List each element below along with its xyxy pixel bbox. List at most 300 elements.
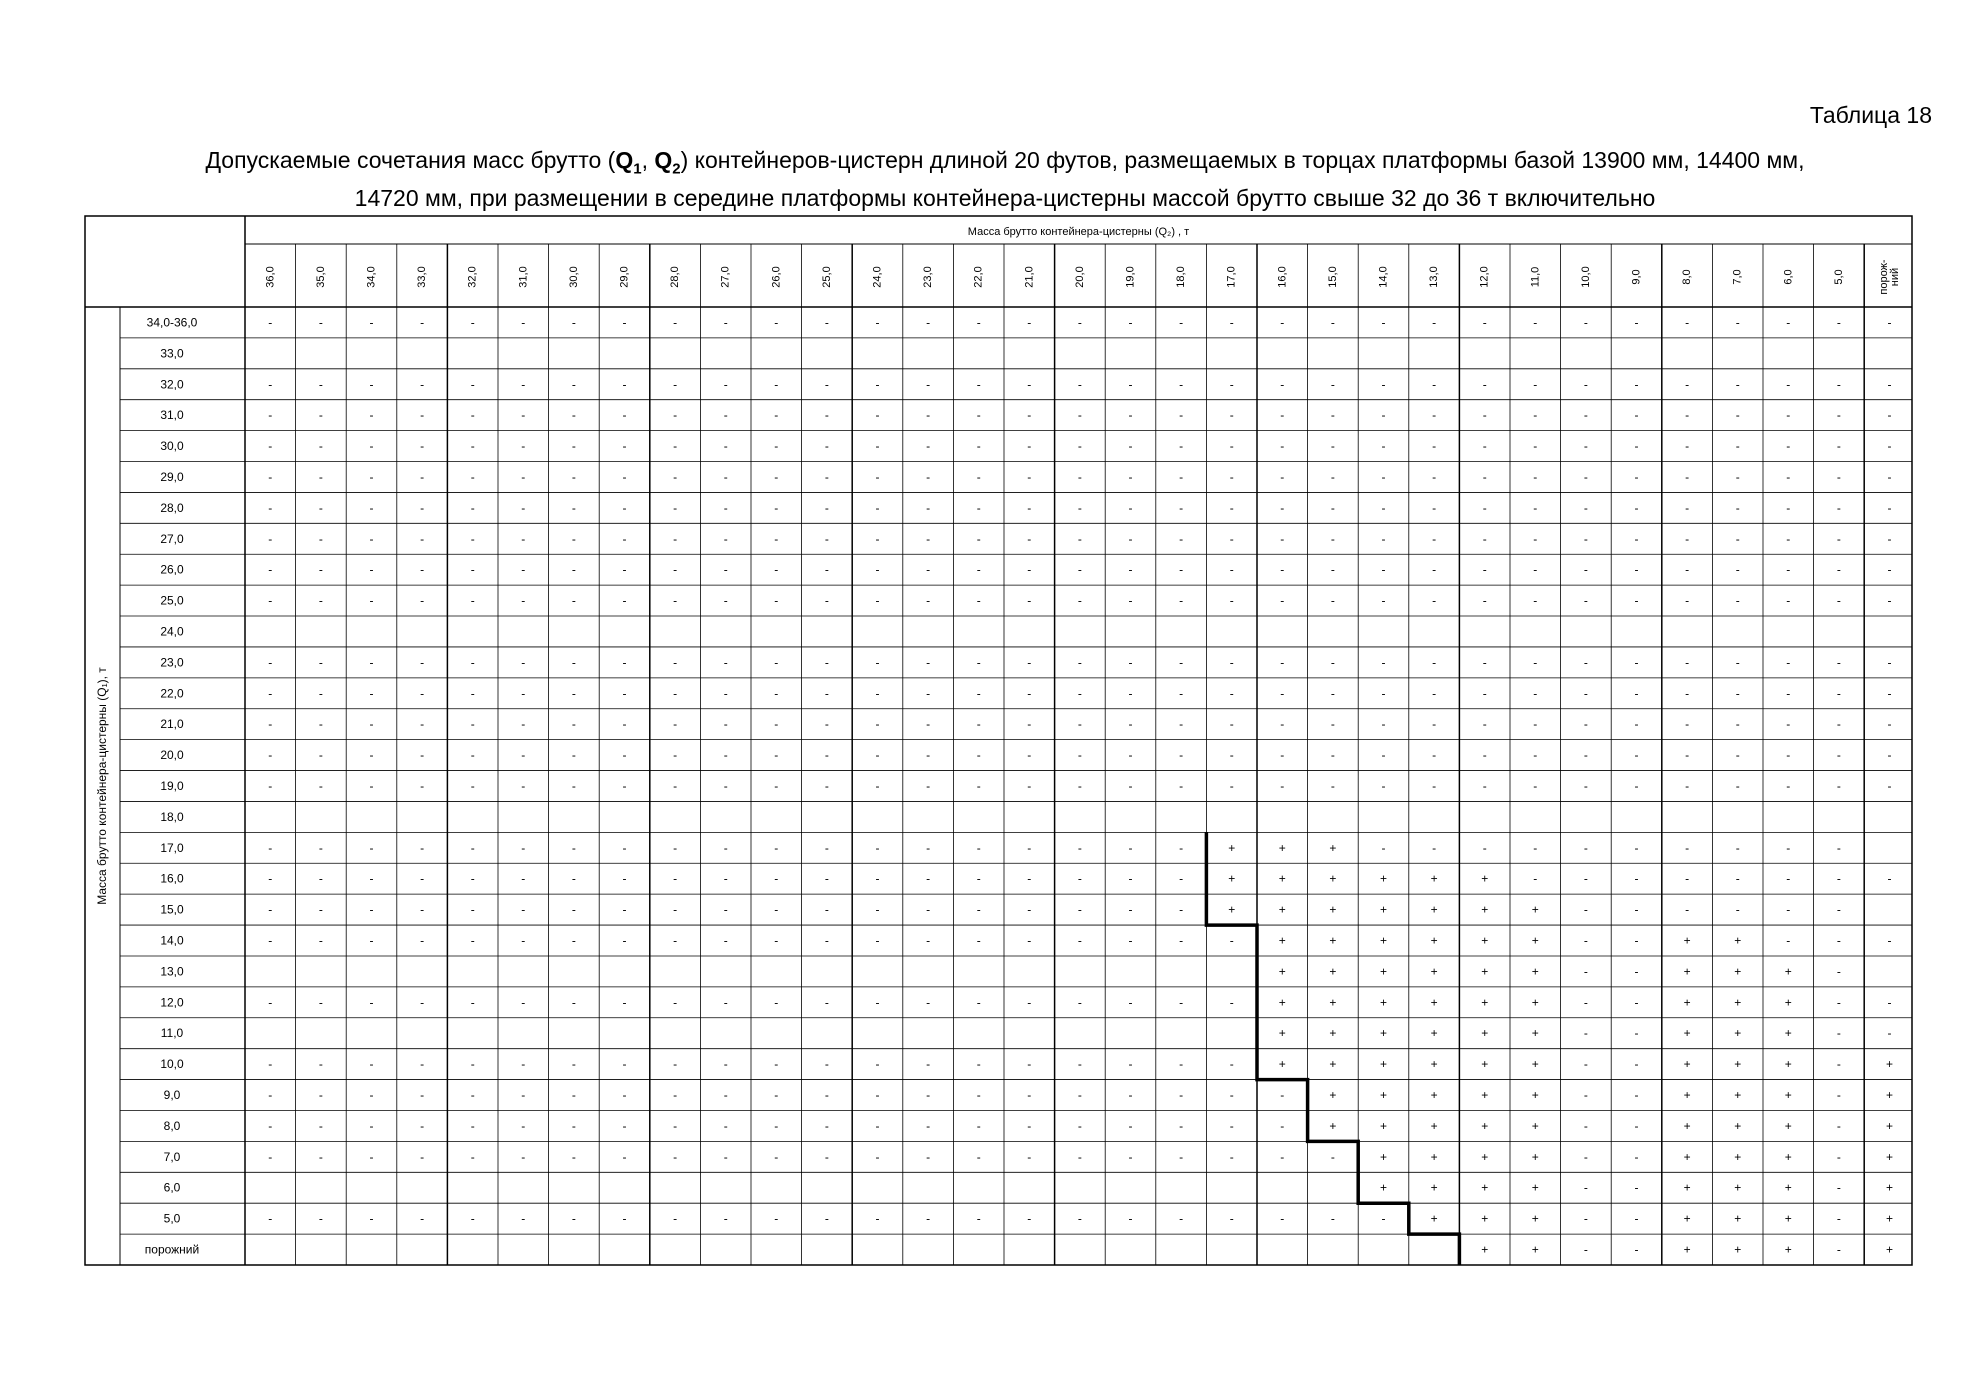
table-cell-mark: + <box>1481 1057 1489 1072</box>
table-cell-mark: - <box>774 933 779 948</box>
table-cell-mark: - <box>774 717 779 732</box>
table-cell-mark: - <box>470 933 475 948</box>
table-cell-mark: - <box>1128 593 1133 608</box>
table-cell-mark: - <box>1280 717 1285 732</box>
table-cell-mark: - <box>1027 840 1032 855</box>
table-cell-mark: - <box>420 748 425 763</box>
table-cell-mark: - <box>1583 686 1588 701</box>
table-cell-mark: + <box>1379 964 1388 979</box>
table-cell-mark: - <box>1482 840 1487 855</box>
table-cell-mark: - <box>521 315 526 330</box>
table-cell-mark: + <box>1278 902 1286 917</box>
table-cell-mark: + <box>1531 1149 1539 1164</box>
table-cell-mark: - <box>824 748 829 763</box>
table-cell-mark: - <box>723 500 728 515</box>
table-cell-mark: - <box>926 469 931 484</box>
table-cell-mark: - <box>976 1118 981 1133</box>
table-cell-mark: - <box>268 408 273 423</box>
table-cell-mark: + <box>1329 840 1337 855</box>
table-cell-mark: - <box>1077 315 1082 330</box>
table-cell-mark: - <box>1583 840 1588 855</box>
table-cell-mark: - <box>521 469 526 484</box>
table-cell-mark: - <box>1432 377 1437 392</box>
table-cell-mark: - <box>723 655 728 670</box>
table-cell-mark: - <box>723 377 728 392</box>
table-cell-mark: - <box>1330 593 1335 608</box>
table-cell-mark: - <box>1077 840 1082 855</box>
table-cell-mark: - <box>420 408 425 423</box>
table-cell-mark: + <box>1784 1149 1792 1164</box>
table-cell-mark: - <box>1330 655 1335 670</box>
column-header-label: ний <box>1889 267 1901 287</box>
table-cell-mark: - <box>1432 439 1437 454</box>
table-cell-mark: - <box>1685 469 1690 484</box>
table-cell-mark: + <box>1430 1149 1438 1164</box>
table-cell-mark: - <box>1432 469 1437 484</box>
table-cell-mark: - <box>774 408 779 423</box>
caption-part2: ) контейнеров-цистерн длиной 20 футов, размещаемых в торцах платформы базой 13900 мм, 14400 мм, <box>680 147 1805 173</box>
table-cell-mark: - <box>1786 748 1791 763</box>
table-cell-mark: + <box>1784 1211 1792 1226</box>
table-cell-mark: - <box>420 1057 425 1072</box>
table-cell-mark: - <box>1482 408 1487 423</box>
table-cell-mark: - <box>622 1088 627 1103</box>
table-cell-mark: - <box>1583 377 1588 392</box>
table-cell-mark: - <box>824 1088 829 1103</box>
table-cell-mark: - <box>824 995 829 1010</box>
table-cell-mark: - <box>420 686 425 701</box>
table-cell-mark: - <box>1381 779 1386 793</box>
table-cell-mark: - <box>369 531 374 546</box>
table-cell-mark: - <box>470 500 475 515</box>
row-label: 19,0 <box>160 779 184 793</box>
table-cell-mark: - <box>1077 902 1082 917</box>
table-cell-mark: + <box>1481 1149 1489 1164</box>
table-cell-mark: - <box>318 902 323 917</box>
table-cell-mark: - <box>1685 655 1690 670</box>
table-cell-mark: - <box>926 593 931 608</box>
table-cell-mark: - <box>1027 593 1032 608</box>
table-cell-mark: - <box>1128 531 1133 546</box>
table-cell-mark: - <box>1887 779 1892 793</box>
table-cell-mark: - <box>1128 686 1133 701</box>
table-cell-mark: - <box>470 562 475 577</box>
table-cell-mark: - <box>1533 655 1538 670</box>
table-cell-mark: - <box>1836 686 1841 701</box>
table-cell-mark: - <box>1381 593 1386 608</box>
table-cell-mark: - <box>1280 1088 1285 1103</box>
table-cell-mark: - <box>875 995 880 1010</box>
table-cell-mark: - <box>824 1057 829 1072</box>
table-cell-mark: - <box>571 902 576 917</box>
table-cell-mark: - <box>571 1149 576 1164</box>
table-cell-mark: - <box>673 717 678 732</box>
table-cell-mark: - <box>1077 500 1082 515</box>
row-label: 15,0 <box>160 902 184 917</box>
table-cell-mark: - <box>521 1118 526 1133</box>
table-cell-mark: - <box>470 531 475 546</box>
table-cell-mark: - <box>926 408 931 423</box>
table-cell-mark: - <box>1128 1057 1133 1072</box>
table-cell-mark: + <box>1885 1180 1894 1195</box>
table-cell-mark: + <box>1481 933 1489 948</box>
table-cell-mark: + <box>1430 995 1438 1010</box>
table-cell-mark: - <box>1077 933 1082 948</box>
table-cell-mark: - <box>1685 779 1690 793</box>
table-cell-mark: - <box>1786 469 1791 484</box>
table-cell-mark: - <box>470 779 475 793</box>
table-cell-mark: - <box>723 439 728 454</box>
table-cell-mark: - <box>369 655 374 670</box>
table-cell-mark: - <box>1128 871 1133 886</box>
column-header-label: 25,0 <box>820 266 833 288</box>
table-cell-mark: - <box>1077 655 1082 670</box>
table-cell-mark: - <box>875 377 880 392</box>
table-cell-mark: - <box>1583 408 1588 423</box>
table-cell-mark: + <box>1278 1026 1286 1041</box>
table-cell-mark: - <box>1533 779 1538 793</box>
table-cell-mark: - <box>1330 500 1335 515</box>
table-cell-mark: - <box>571 686 576 701</box>
table-cell-mark: - <box>1533 469 1538 484</box>
table-cell-mark: + <box>1329 964 1337 979</box>
column-header-label: 18,0 <box>1175 266 1188 288</box>
table-cell-mark: - <box>1179 933 1184 948</box>
table-cell-mark: - <box>1887 871 1892 886</box>
table-cell-mark: - <box>268 1057 273 1072</box>
table-cell-mark: - <box>774 871 779 886</box>
table-cell-mark: - <box>1735 902 1740 917</box>
table-cell-mark: - <box>673 500 678 515</box>
table-cell-mark: - <box>1077 377 1082 392</box>
table-cell-mark: - <box>1179 779 1184 793</box>
table-cell-mark: - <box>1533 717 1538 732</box>
table-cell-mark: - <box>1533 748 1538 763</box>
table-cell-mark: - <box>1634 593 1639 608</box>
column-header-label: 36,0 <box>264 266 277 288</box>
table-cell-mark: - <box>1330 748 1335 763</box>
table-cell-mark: + <box>1481 1088 1489 1103</box>
table-cell-mark: - <box>1432 655 1437 670</box>
table-cell-mark: + <box>1481 964 1489 979</box>
column-header-label: 31,0 <box>517 266 530 288</box>
table-cell-mark: - <box>470 748 475 763</box>
table-cell-mark: - <box>976 686 981 701</box>
table-cell-mark: - <box>1735 871 1740 886</box>
table-cell-mark: - <box>774 1118 779 1133</box>
table-cell-mark: - <box>1836 964 1841 979</box>
table-cell-mark: - <box>1533 593 1538 608</box>
table-cell-mark: - <box>318 1149 323 1164</box>
table-cell-mark: - <box>1077 1211 1082 1226</box>
table-cell-mark: - <box>1583 1118 1588 1133</box>
table-cell-mark: - <box>926 562 931 577</box>
table-cell-mark: - <box>1836 779 1841 793</box>
table-cell-mark: - <box>1482 593 1487 608</box>
table-cell-mark: - <box>1128 995 1133 1010</box>
table-cell-mark: - <box>976 1057 981 1072</box>
table-cell-mark: - <box>1077 717 1082 732</box>
table-cell-mark: - <box>420 562 425 577</box>
table-cell-mark: - <box>1077 1149 1082 1164</box>
table-cell-mark: - <box>1836 748 1841 763</box>
table-cell-mark: - <box>1583 779 1588 793</box>
table-cell-mark: - <box>1128 933 1133 948</box>
table-cell-mark: - <box>318 531 323 546</box>
table-cell-mark: - <box>1027 1149 1032 1164</box>
table-cell-mark: + <box>1278 933 1286 948</box>
table-cell-mark: - <box>1027 315 1032 330</box>
table-cell-mark: - <box>318 686 323 701</box>
table-cell-mark: - <box>1583 871 1588 886</box>
table-cell-mark: - <box>521 1057 526 1072</box>
table-cell-mark: - <box>1077 748 1082 763</box>
table-cell-mark: - <box>1432 408 1437 423</box>
table-cell-mark: - <box>1583 593 1588 608</box>
table-cell-mark: - <box>926 1211 931 1226</box>
table-cell-mark: - <box>976 748 981 763</box>
table-cell-mark: - <box>976 995 981 1010</box>
table-cell-mark: - <box>420 377 425 392</box>
table-cell-mark: - <box>673 1211 678 1226</box>
table-cell-mark: - <box>723 871 728 886</box>
table-cell-mark: - <box>1634 439 1639 454</box>
table-cell-mark: + <box>1278 840 1286 855</box>
table-cell-mark: - <box>1533 377 1538 392</box>
table-cell-mark: - <box>1381 531 1386 546</box>
table-cell-mark: - <box>470 995 475 1010</box>
table-cell-mark: - <box>1533 562 1538 577</box>
table-cell-mark: - <box>976 1211 981 1226</box>
table-cell-mark: - <box>521 1088 526 1103</box>
table-cell-mark: - <box>318 1118 323 1133</box>
table-cell-mark: - <box>976 593 981 608</box>
table-cell-mark: + <box>1734 933 1742 948</box>
table-cell-mark: + <box>1734 1211 1742 1226</box>
table-cell-mark: - <box>1786 779 1791 793</box>
table-cell-mark: - <box>1634 686 1639 701</box>
table-cell-mark: - <box>1027 748 1032 763</box>
column-header-label: 20,0 <box>1073 266 1086 288</box>
table-cell-mark: - <box>521 902 526 917</box>
column-header-label: 33,0 <box>416 266 429 288</box>
table-cell-mark: - <box>824 531 829 546</box>
table-cell-mark: - <box>1786 902 1791 917</box>
column-header-label: 35,0 <box>314 266 327 288</box>
table-cell-mark: - <box>1836 469 1841 484</box>
table-cell-mark: - <box>824 655 829 670</box>
table-cell-mark: - <box>1128 902 1133 917</box>
table-cell-mark: - <box>470 469 475 484</box>
table-cell-mark: - <box>420 531 425 546</box>
table-cell-mark: - <box>571 469 576 484</box>
table-cell-mark: - <box>824 593 829 608</box>
table-cell-mark: - <box>723 315 728 330</box>
column-header-label: 19,0 <box>1124 266 1137 288</box>
table-cell-mark: - <box>571 377 576 392</box>
table-cell-mark: - <box>673 655 678 670</box>
table-cell-mark: - <box>571 995 576 1010</box>
table-cell-mark: - <box>875 933 880 948</box>
table-cell-mark: - <box>1786 562 1791 577</box>
table-cell-mark: - <box>268 531 273 546</box>
table-cell-mark: - <box>774 531 779 546</box>
row-label: порожний <box>144 1242 200 1257</box>
table-cell-mark: - <box>1229 779 1234 793</box>
table-cell-mark: - <box>622 1149 627 1164</box>
table-cell-mark: - <box>1634 748 1639 763</box>
table-cell-mark: - <box>521 686 526 701</box>
table-cell-mark: - <box>1128 840 1133 855</box>
table-cell-mark: + <box>1430 964 1438 979</box>
table-cell-mark: - <box>1685 902 1690 917</box>
table-cell-mark: - <box>723 531 728 546</box>
table-cell-mark: - <box>470 1057 475 1072</box>
table-cell-mark: - <box>470 315 475 330</box>
table-cell-mark: - <box>318 377 323 392</box>
table-cell-mark: - <box>1887 995 1892 1010</box>
table-cell-mark: - <box>875 1057 880 1072</box>
table-cell-mark: - <box>723 1211 728 1226</box>
table-cell-mark: - <box>369 995 374 1010</box>
table-cell-mark: - <box>1735 562 1740 577</box>
table-cell-mark: - <box>268 995 273 1010</box>
table-cell-mark: - <box>521 748 526 763</box>
table-cell-mark: - <box>1634 377 1639 392</box>
table-cell-mark: - <box>369 500 374 515</box>
row-label: 13,0 <box>160 964 184 979</box>
table-cell-mark: - <box>1179 1057 1184 1072</box>
table-cell-mark: - <box>1482 779 1487 793</box>
table-cell-mark: + <box>1329 871 1337 886</box>
table-cell-mark: - <box>1887 469 1892 484</box>
table-cell-mark: - <box>1836 593 1841 608</box>
table-cell-mark: - <box>1179 439 1184 454</box>
table-cell-mark: - <box>1229 531 1234 546</box>
table-cell-mark: - <box>1027 686 1032 701</box>
table-cell-mark: - <box>1128 439 1133 454</box>
table-cell-mark: + <box>1531 1211 1539 1226</box>
table-cell-mark: - <box>268 439 273 454</box>
table-cell-mark: - <box>976 500 981 515</box>
table-cell-mark: - <box>521 377 526 392</box>
table-cell-mark: - <box>1432 686 1437 701</box>
table-cell-mark: - <box>420 779 425 793</box>
table-cell-mark: + <box>1379 1088 1388 1103</box>
table-cell-mark: - <box>318 562 323 577</box>
table-cell-mark: - <box>1280 1211 1285 1226</box>
table-cell-mark: - <box>1229 748 1234 763</box>
table-cell-mark: - <box>926 655 931 670</box>
table-cell-mark: - <box>1077 871 1082 886</box>
table-cell-mark: - <box>1128 1088 1133 1103</box>
table-cell-mark: - <box>1179 377 1184 392</box>
table-cell-mark: - <box>875 500 880 515</box>
table-cell-mark: - <box>369 469 374 484</box>
table-cell-mark: - <box>622 439 627 454</box>
table-cell-mark: + <box>1531 1057 1539 1072</box>
table-cell-mark: + <box>1683 1088 1691 1103</box>
table-border <box>85 216 1912 1265</box>
table-cell-mark: - <box>774 995 779 1010</box>
table-cell-mark: - <box>369 1088 374 1103</box>
table-cell-mark: - <box>420 902 425 917</box>
table-cell-mark: - <box>521 593 526 608</box>
table-cell-mark: - <box>824 871 829 886</box>
table-cell-mark: - <box>1685 593 1690 608</box>
table-cell-mark: - <box>824 1211 829 1226</box>
table-cell-mark: - <box>1482 469 1487 484</box>
table-cell-mark: - <box>1077 439 1082 454</box>
table-cell-mark: - <box>673 902 678 917</box>
table-cell-mark: + <box>1329 995 1337 1010</box>
table-cell-mark: - <box>420 1211 425 1226</box>
table-cell-mark: - <box>470 871 475 886</box>
table-cell-mark: - <box>1381 315 1386 330</box>
table-cell-mark: - <box>470 902 475 917</box>
column-header-label: 9,0 <box>1630 269 1643 285</box>
table-cell-mark: - <box>1786 933 1791 948</box>
table-cell-mark: - <box>926 377 931 392</box>
table-cell-mark: - <box>1735 748 1740 763</box>
table-cell-mark: - <box>622 377 627 392</box>
table-cell-mark: + <box>1531 995 1539 1010</box>
table-cell-mark: + <box>1379 1118 1388 1133</box>
table-cell-mark: - <box>622 1211 627 1226</box>
column-header-label: 6,0 <box>1782 269 1795 285</box>
table-cell-mark: - <box>268 779 273 793</box>
table-cell-mark: - <box>318 995 323 1010</box>
table-cell-mark: + <box>1784 1088 1792 1103</box>
table-cell-mark: - <box>1533 408 1538 423</box>
table-cell-mark: - <box>875 315 880 330</box>
table-cell-mark: - <box>673 377 678 392</box>
table-cell-mark: + <box>1329 1088 1337 1103</box>
table-cell-mark: - <box>1634 500 1639 515</box>
table-cell-mark: - <box>1482 562 1487 577</box>
table-cell-mark: - <box>1735 500 1740 515</box>
row-label: 6,0 <box>163 1180 181 1195</box>
table-cell-mark: - <box>1583 964 1588 979</box>
table-cell-mark: + <box>1430 871 1438 886</box>
row-label: 28,0 <box>160 500 184 515</box>
table-cell-mark: + <box>1683 1149 1691 1164</box>
table-cell-mark: + <box>1329 1026 1337 1041</box>
table-cell-mark: - <box>1179 1118 1184 1133</box>
table-cell-mark: - <box>976 840 981 855</box>
table-cell-mark: + <box>1228 902 1236 917</box>
table-cell-mark: - <box>1583 1211 1588 1226</box>
table-cell-mark: - <box>1077 1057 1082 1072</box>
table-cell-mark: - <box>369 686 374 701</box>
table-cell-mark: + <box>1531 1118 1539 1133</box>
table-cell-mark: - <box>420 655 425 670</box>
table-cell-mark: - <box>622 933 627 948</box>
table-cell-mark: - <box>926 439 931 454</box>
table-cell-mark: - <box>1128 377 1133 392</box>
table-cell-mark: - <box>824 1149 829 1164</box>
table-cell-mark: - <box>571 1118 576 1133</box>
table-cell-mark: - <box>723 995 728 1010</box>
table-cell-mark: - <box>1634 1242 1639 1257</box>
table-cell-mark: - <box>1583 717 1588 732</box>
table-cell-mark: - <box>1330 408 1335 423</box>
table-cell-mark: - <box>1027 469 1032 484</box>
table-cell-mark: - <box>1077 562 1082 577</box>
table-cell-mark: - <box>1432 315 1437 330</box>
table-cell-mark: - <box>673 315 678 330</box>
table-cell-mark: - <box>723 1057 728 1072</box>
